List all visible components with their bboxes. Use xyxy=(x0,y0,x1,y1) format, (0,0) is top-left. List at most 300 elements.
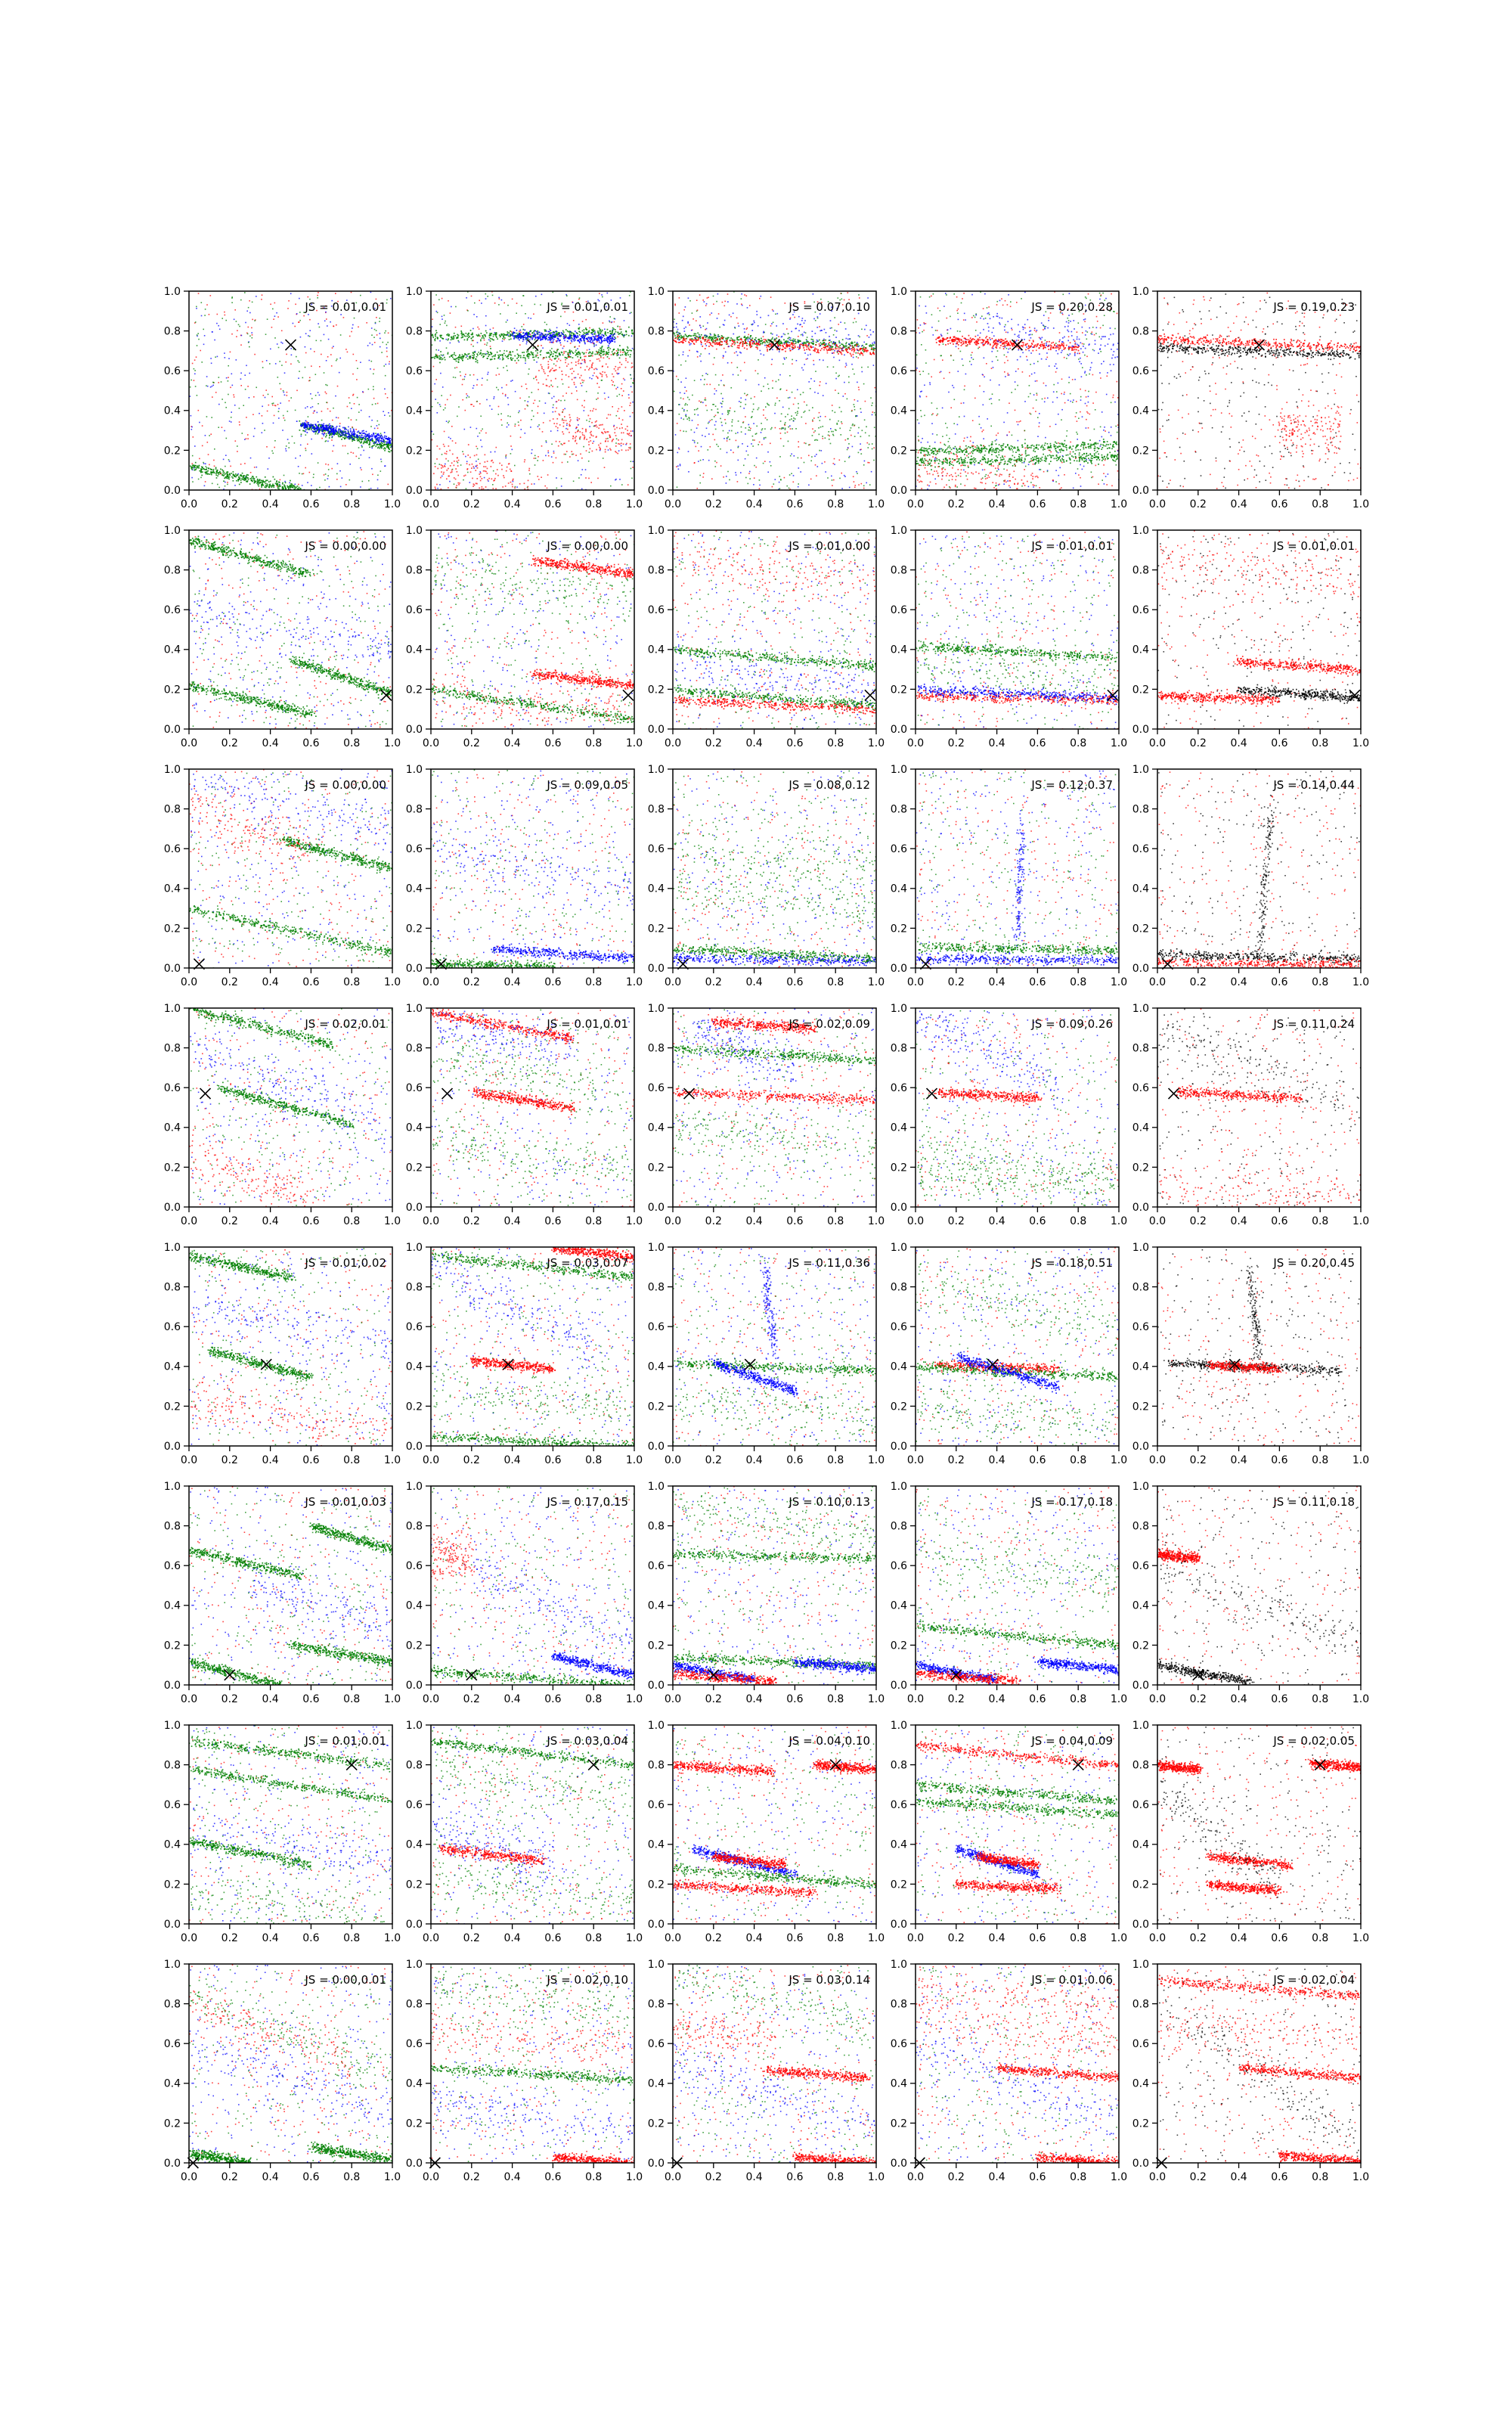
scatter-point xyxy=(287,395,288,396)
scatter-point xyxy=(574,334,575,336)
scatter-point xyxy=(578,359,580,361)
scatter-point xyxy=(485,315,487,317)
scatter-point xyxy=(454,477,455,479)
scatter-point xyxy=(297,496,299,498)
scatter-point xyxy=(592,362,593,364)
scatter-point xyxy=(562,396,564,397)
scatter-point xyxy=(745,433,746,435)
scatter-point xyxy=(345,431,346,433)
scatter-point xyxy=(305,431,306,433)
scatter-point xyxy=(567,330,569,332)
scatter-point xyxy=(798,316,800,318)
scatter-point xyxy=(716,301,717,302)
scatter-point xyxy=(267,479,268,481)
scatter-point xyxy=(489,354,491,355)
scatter-point xyxy=(871,405,872,406)
scatter-point xyxy=(744,362,745,364)
scatter-point xyxy=(606,446,608,448)
scatter-point xyxy=(623,337,624,338)
scatter-point xyxy=(705,305,707,306)
scatter-point xyxy=(372,404,373,405)
scatter-point xyxy=(563,335,565,337)
scatter-point xyxy=(482,486,483,488)
scatter-point xyxy=(528,374,529,375)
scatter-point xyxy=(759,488,761,489)
scatter-point xyxy=(530,318,531,319)
scatter-point xyxy=(619,362,621,364)
scatter-point xyxy=(565,294,567,296)
scatter-point xyxy=(593,373,595,374)
scatter-point xyxy=(213,469,215,470)
scatter-point xyxy=(596,449,597,451)
scatter-point xyxy=(631,461,632,462)
scatter-point xyxy=(448,468,449,470)
scatter-point xyxy=(818,427,820,429)
scatter-point xyxy=(212,470,214,472)
scatter-point xyxy=(845,439,847,441)
scatter-point xyxy=(463,358,464,359)
scatter-point xyxy=(596,358,598,360)
scatter-point xyxy=(619,326,621,327)
scatter-point xyxy=(239,484,240,486)
scatter-point xyxy=(804,462,805,464)
scatter-point xyxy=(812,339,813,340)
scatter-point xyxy=(494,396,495,398)
scatter-point xyxy=(455,327,457,328)
scatter-point xyxy=(533,416,534,417)
scatter-point xyxy=(384,389,386,390)
scatter-point xyxy=(236,480,237,482)
scatter-point xyxy=(302,494,303,495)
scatter-point xyxy=(771,364,773,365)
scatter-point xyxy=(242,433,243,434)
scatter-point xyxy=(327,441,329,442)
scatter-point xyxy=(765,324,767,325)
scatter-point xyxy=(494,451,496,453)
scatter-point xyxy=(435,294,437,296)
scatter-point xyxy=(485,433,487,434)
scatter-point xyxy=(533,347,534,349)
scatter-point xyxy=(318,292,319,293)
scatter-point xyxy=(454,483,455,485)
scatter-point xyxy=(531,333,533,334)
scatter-point xyxy=(545,336,547,337)
scatter-point xyxy=(305,424,307,426)
scatter-point xyxy=(336,431,337,433)
scatter-point xyxy=(831,476,832,477)
scatter-point xyxy=(833,463,835,464)
scatter-point xyxy=(274,415,275,417)
scatter-point xyxy=(847,339,849,340)
scatter-point xyxy=(299,487,300,489)
scatter-point xyxy=(351,433,352,435)
scatter-point xyxy=(854,406,855,408)
scatter-point xyxy=(586,352,587,354)
scatter-point xyxy=(435,379,437,380)
scatter-point xyxy=(321,433,323,435)
scatter-point xyxy=(338,435,339,436)
scatter-point xyxy=(381,435,383,436)
scatter-point xyxy=(838,375,840,377)
scatter-point xyxy=(705,405,707,407)
scatter-point xyxy=(740,371,742,372)
scatter-point xyxy=(836,348,838,349)
scatter-point xyxy=(225,473,227,475)
axes-frame xyxy=(189,291,392,490)
scatter-point xyxy=(841,488,843,489)
scatter-point xyxy=(610,449,612,451)
scatter-point xyxy=(630,313,631,315)
scatter-point xyxy=(574,340,575,342)
scatter-point xyxy=(727,293,729,295)
scatter-point xyxy=(342,433,344,434)
scatter-point xyxy=(386,436,387,437)
scatter-point xyxy=(497,355,499,356)
scatter-point xyxy=(375,322,376,324)
scatter-point xyxy=(357,432,358,433)
scatter-point xyxy=(550,430,552,432)
scatter-point xyxy=(446,478,448,479)
scatter-point xyxy=(570,343,572,344)
scatter-point xyxy=(585,431,587,433)
scatter-point xyxy=(493,470,494,472)
scatter-point xyxy=(605,451,606,453)
scatter-point xyxy=(318,323,319,324)
scatter-point xyxy=(461,357,463,358)
scatter-point xyxy=(548,364,550,365)
scatter-point xyxy=(439,448,441,450)
scatter-point xyxy=(590,342,592,343)
scatter-point xyxy=(191,429,193,430)
scatter-point xyxy=(264,486,265,488)
scatter-point xyxy=(473,355,475,357)
scatter-point xyxy=(572,373,573,374)
scatter-point xyxy=(722,414,723,415)
scatter-point xyxy=(749,430,751,431)
scatter-point xyxy=(332,451,333,452)
scatter-point xyxy=(223,480,225,482)
scatter-point xyxy=(779,456,781,458)
scatter-point xyxy=(572,338,573,340)
scatter-point xyxy=(242,473,243,474)
scatter-point xyxy=(567,323,569,324)
scatter-point xyxy=(490,359,491,361)
scatter-point xyxy=(460,371,461,373)
scatter-point xyxy=(578,324,580,325)
scatter-point xyxy=(805,423,807,424)
scatter-point xyxy=(510,470,512,472)
scatter-point xyxy=(749,478,751,479)
scatter-point xyxy=(772,309,773,311)
scatter-point xyxy=(849,487,850,489)
scatter-point xyxy=(280,389,282,390)
scatter-point xyxy=(834,317,835,318)
scatter-point xyxy=(565,357,566,358)
scatter-point xyxy=(612,336,614,337)
scatter-point xyxy=(566,358,568,359)
scatter-point xyxy=(583,380,584,382)
scatter-point xyxy=(688,297,689,299)
scatter-point xyxy=(741,298,742,299)
scatter-point xyxy=(602,424,603,426)
scatter-point xyxy=(857,415,858,417)
scatter-point xyxy=(360,442,361,444)
scatter-point xyxy=(476,483,478,485)
scatter-point xyxy=(600,355,601,356)
scatter-point xyxy=(262,484,263,486)
scatter-point xyxy=(775,314,776,315)
scatter-point xyxy=(523,324,525,325)
scatter-point xyxy=(439,464,441,465)
scatter-point xyxy=(596,424,597,426)
scatter-point xyxy=(506,455,507,456)
scatter-point xyxy=(543,337,544,338)
scatter-point xyxy=(293,323,294,324)
scatter-point xyxy=(524,489,525,490)
scatter-point xyxy=(593,369,595,371)
scatter-point xyxy=(694,380,696,381)
scatter-point xyxy=(556,330,557,332)
scatter-point xyxy=(617,453,618,455)
scatter-point xyxy=(726,343,727,345)
scatter-point xyxy=(748,455,749,456)
scatter-point xyxy=(326,402,327,403)
scatter-point xyxy=(349,397,350,399)
scatter-point xyxy=(201,475,203,476)
scatter-point xyxy=(479,488,480,489)
scatter-point xyxy=(600,329,601,330)
scatter-point xyxy=(570,420,572,421)
scatter-point xyxy=(697,488,699,489)
scatter-point xyxy=(383,445,384,447)
scatter-point xyxy=(550,355,551,356)
scatter-point xyxy=(288,486,290,488)
scatter-point xyxy=(474,302,476,304)
scatter-point xyxy=(521,429,522,430)
scatter-point xyxy=(194,445,196,447)
scatter-point xyxy=(766,340,767,342)
scatter-point xyxy=(684,386,686,388)
scatter-point xyxy=(839,478,841,479)
scatter-point xyxy=(476,455,478,456)
scatter-point xyxy=(529,334,531,335)
scatter-point xyxy=(804,352,806,354)
scatter-point xyxy=(358,430,360,432)
scatter-point xyxy=(505,458,507,459)
scatter-point xyxy=(450,438,451,439)
scatter-point xyxy=(527,356,528,358)
scatter-point xyxy=(579,431,581,433)
scatter-point xyxy=(328,464,330,466)
scatter-point xyxy=(217,484,218,486)
scatter-point xyxy=(485,325,487,327)
scatter-point xyxy=(553,340,554,342)
scatter-point xyxy=(580,358,581,359)
scatter-point xyxy=(737,481,739,482)
scatter-point xyxy=(577,335,578,337)
scatter-point xyxy=(616,350,618,352)
scatter-point xyxy=(706,384,708,386)
scatter-point xyxy=(621,439,623,441)
scatter-point xyxy=(549,329,550,330)
scatter-point xyxy=(824,342,826,343)
scatter-point xyxy=(320,424,321,426)
scatter-point xyxy=(596,399,597,400)
scatter-point xyxy=(612,384,613,386)
scatter-point xyxy=(721,406,723,408)
scatter-point xyxy=(536,361,538,363)
scatter-point xyxy=(285,482,287,483)
scatter-point xyxy=(609,330,611,332)
scatter-point xyxy=(707,374,708,375)
scatter-point xyxy=(243,479,245,481)
scatter-point xyxy=(389,415,391,417)
scatter-point xyxy=(539,401,541,402)
scatter-point xyxy=(579,354,581,355)
scatter-point xyxy=(273,486,274,488)
scatter-point xyxy=(857,382,858,383)
scatter-point xyxy=(615,442,617,444)
scatter-point xyxy=(870,397,872,399)
scatter-point xyxy=(339,372,340,374)
scatter-point xyxy=(848,382,850,383)
scatter-point xyxy=(439,362,441,364)
scatter-point xyxy=(804,364,805,365)
scatter-point xyxy=(568,364,569,365)
scatter-point xyxy=(213,382,215,383)
scatter-point xyxy=(219,472,221,473)
scatter-point xyxy=(813,293,814,295)
scatter-point xyxy=(376,334,378,336)
scatter-point xyxy=(486,345,488,346)
scatter-point xyxy=(348,432,349,433)
scatter-point xyxy=(754,396,755,398)
scatter-point xyxy=(441,467,442,469)
scatter-point xyxy=(529,331,531,333)
scatter-point xyxy=(524,461,525,463)
scatter-point xyxy=(528,396,530,398)
scatter-point xyxy=(362,437,364,439)
scatter-point xyxy=(550,334,551,336)
scatter-point xyxy=(326,393,327,395)
scatter-point xyxy=(575,346,576,348)
scatter-point xyxy=(353,394,355,396)
scatter-point xyxy=(604,338,606,340)
scatter-point xyxy=(214,340,215,341)
scatter-point xyxy=(787,432,789,433)
scatter-point xyxy=(853,476,854,478)
scatter-point xyxy=(460,464,462,466)
scatter-point xyxy=(488,372,489,374)
scatter-point xyxy=(210,386,212,388)
scatter-point xyxy=(207,442,209,443)
scatter-point xyxy=(724,301,726,302)
scatter-point xyxy=(376,425,378,427)
scatter-point xyxy=(744,337,745,338)
scatter-point xyxy=(535,376,537,377)
scatter-point xyxy=(851,364,853,365)
scatter-point xyxy=(368,480,370,482)
scatter-point xyxy=(206,473,208,474)
scatter-point xyxy=(708,433,710,435)
scatter-point xyxy=(539,336,541,337)
scatter-point xyxy=(863,488,865,489)
scatter-point xyxy=(307,423,308,424)
scatter-point xyxy=(842,339,844,340)
scatter-point xyxy=(560,400,562,402)
scatter-point xyxy=(463,479,464,481)
scatter-point xyxy=(279,361,280,362)
scatter-point xyxy=(454,461,455,462)
scatter-point xyxy=(257,481,259,482)
scatter-point xyxy=(463,379,465,380)
scatter-point xyxy=(576,390,578,392)
scatter-point xyxy=(349,464,351,465)
scatter-point xyxy=(627,361,629,363)
scatter-point xyxy=(555,411,556,412)
scatter-point xyxy=(694,462,696,464)
scatter-point xyxy=(553,407,554,408)
scatter-point xyxy=(305,346,306,348)
scatter-point xyxy=(473,357,475,358)
scatter-point xyxy=(302,430,304,432)
scatter-point xyxy=(319,427,321,429)
scatter-point xyxy=(350,428,352,430)
scatter-point xyxy=(595,337,596,338)
scatter-point xyxy=(446,325,448,327)
scatter-point xyxy=(629,295,631,296)
scatter-point xyxy=(445,408,446,409)
scatter-point xyxy=(757,314,758,315)
scatter-point xyxy=(748,337,750,339)
scatter-point xyxy=(520,357,522,358)
scatter-point xyxy=(518,412,519,414)
scatter-point xyxy=(573,436,575,438)
scatter-point xyxy=(854,409,856,411)
scatter-point xyxy=(258,486,259,487)
scatter-point xyxy=(191,467,192,468)
scatter-point xyxy=(779,488,781,489)
scatter-point xyxy=(572,341,573,343)
scatter-point xyxy=(186,464,187,465)
scatter-point xyxy=(624,320,625,321)
scatter-point xyxy=(321,354,322,355)
scatter-point xyxy=(720,465,722,467)
scatter-point xyxy=(519,337,520,338)
scatter-point xyxy=(826,383,827,384)
scatter-point xyxy=(548,361,550,362)
scatter-point xyxy=(618,349,619,350)
scatter-point xyxy=(387,397,389,399)
scatter-point xyxy=(457,334,458,336)
scatter-point xyxy=(383,439,384,440)
scatter-point xyxy=(294,326,296,327)
scatter-point xyxy=(610,336,612,337)
scatter-point xyxy=(342,431,343,433)
scatter-point xyxy=(580,454,581,455)
scatter-point xyxy=(694,440,696,442)
scatter-point xyxy=(619,394,621,396)
scatter-point xyxy=(259,479,261,481)
scatter-point xyxy=(748,473,750,474)
scatter-point xyxy=(631,435,632,436)
scatter-point xyxy=(240,378,242,380)
scatter-point xyxy=(437,468,438,470)
scatter-point xyxy=(484,477,485,479)
scatter-point xyxy=(309,425,311,427)
scatter-point xyxy=(701,334,702,336)
scatter-point xyxy=(554,332,556,334)
